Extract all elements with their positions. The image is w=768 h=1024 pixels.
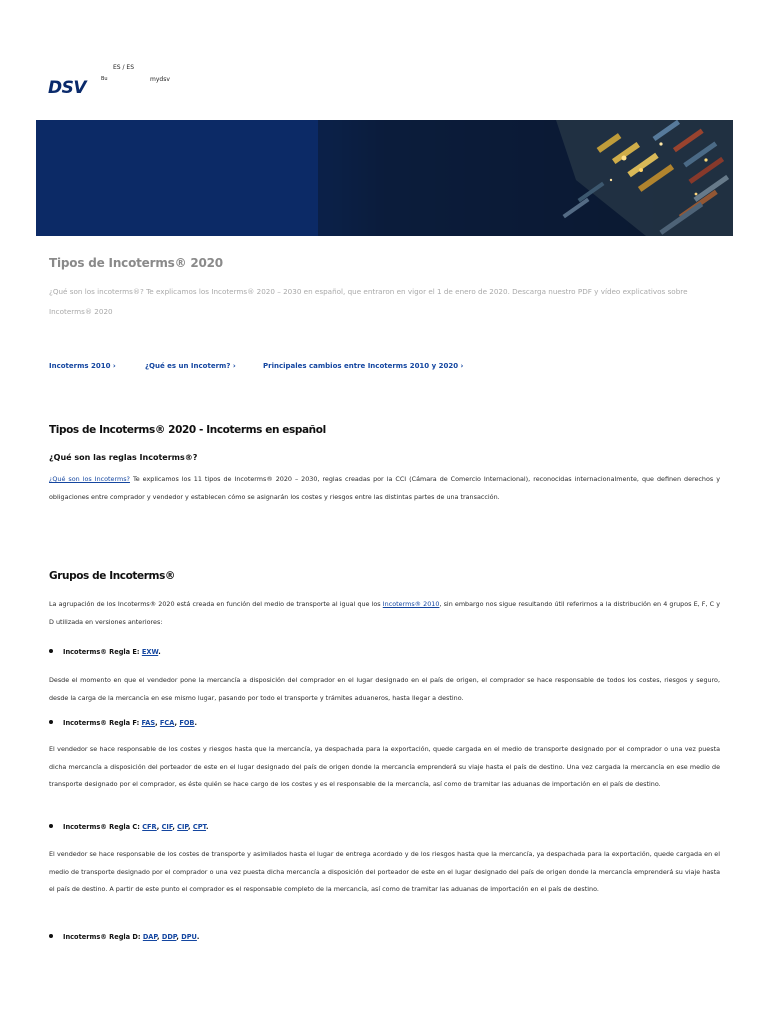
rule-e-label: Incoterms® Regla E: xyxy=(63,648,142,656)
list-item-rule-c: Incoterms® Regla C: CFR, CIF, CIP, CPT. xyxy=(49,823,209,831)
business-unit-link[interactable]: Bu xyxy=(101,76,108,82)
link-fas[interactable]: FAS xyxy=(141,719,156,727)
paragraph-que-son-text: Te explicamos los 11 tipos de Incoterms® 2020 – 2030, reglas creadas por la CCI (Cámara de Comercio Internacional), reconocidas internacionalmente, que definen derechos y obligaciones entre comprador y vendedor y establecen cómo se asignarán los costes y riesgos entre las distintas partes de una transacción. xyxy=(49,475,721,501)
nav-link-principales-cambios[interactable]: Principales cambios entre Incoterms 2010 y 2020 › xyxy=(263,362,464,370)
dsv-logo-text: DSV xyxy=(48,78,87,96)
list-item-rule-f: Incoterms® Regla F: FAS, FCA, FOB. xyxy=(49,719,197,727)
rule-c-end: . xyxy=(206,823,209,831)
rule-e-end: . xyxy=(158,648,161,656)
paragraph-que-son xyxy=(49,471,720,506)
link-fca[interactable]: FCA xyxy=(159,719,175,727)
rule-f-label: Incoterms® Regla F: xyxy=(63,719,142,727)
link-cfr[interactable]: CFR xyxy=(142,823,157,831)
nav-link-que-es-incoterm[interactable]: ¿Qué es un Incoterm? › xyxy=(145,362,236,370)
link-cpt[interactable]: CPT xyxy=(192,823,207,831)
hero-banner xyxy=(36,120,733,236)
link-ddp[interactable]: DDP xyxy=(161,933,177,941)
link-dap[interactable]: DAP xyxy=(142,933,158,941)
section-heading-tipos: Tipos de Incoterms® 2020 - Incoterms en español xyxy=(49,424,326,436)
rule-d-end: . xyxy=(196,933,200,941)
link-fob[interactable]: FOB xyxy=(179,719,195,727)
subheading-que-son: ¿Qué son las reglas Incoterms®? xyxy=(49,453,198,462)
container-port-image xyxy=(36,120,733,236)
link-dpu[interactable]: DPU xyxy=(181,933,197,941)
paragraph-rule-e: Desde el momento en que el vendedor pone la mercancía a disposición del comprador en el lugar designado en el país de origen, el comprador se hace responsable de todos los costes, riesgos y seguro, desde la carga de la mercancía en ese mismo lugar, pasando por todo el transporte y trámites aduaneros, hasta llegar a destino. xyxy=(49,676,720,702)
rule-c-label: Incoterms® Regla C: xyxy=(63,823,143,831)
language-switch[interactable]: ES / ES xyxy=(113,64,135,71)
link-cif[interactable]: CIF xyxy=(161,823,173,831)
rule-f-end: . xyxy=(194,719,197,727)
link-incoterms-2010[interactable]: Incoterms® 2010 xyxy=(382,600,440,608)
paragraph-rule-f: El vendedor se hace responsable de los costes y riesgos hasta que la mercancía, ya despachada para la exportación, quede cargada en el medio de transporte designado por el comprador o una vez puesta dicha mercancía a disposición del porteador de este en el lugar designado del país de origen donde la mercancía emprenderá su viaje hasta el país de destino. Una vez cargada la mercancía en ese medio de transporte designado por el comprador, es éste quién se hace cargo de los costes y es el responsable de la mercancía, así como de tramitar las aduanas de importación en el país de destino. xyxy=(49,745,720,788)
mydsv-link[interactable]: mydsv xyxy=(150,76,170,83)
bullet-icon xyxy=(49,649,53,653)
grupos-intro-a: La agrupación de los Incoterms® 2020 está creada en función del medio de transporte al igual que los xyxy=(49,600,383,608)
section-heading-grupos: Grupos de Incoterms® xyxy=(49,570,176,582)
list-item-rule-e xyxy=(49,648,161,656)
bullet-icon xyxy=(49,824,53,828)
link-cip[interactable]: CIP xyxy=(177,823,189,831)
paragraph-grupos-intro xyxy=(49,596,720,631)
page-intro: ¿Qué son los incoterms®? Te explicamos los Incoterms® 2020 – 2030 en español, que entraron en vigor el 1 de enero de 2020. Descarga nuestro PDF y vídeo explicativos sobre Incoterms® 2020 xyxy=(49,287,688,316)
paragraph-rule-c: El vendedor se hace responsable de los costes de transporte y asimilados hasta el lugar de entrega acordado y de los riesgos hasta que la mercancía, ya despachada para la exportación, quede cargada en el medio de transporte designado por el comprador o una vez puesta dicha mercancía a disposición del porteador de este en el lugar designado del país de origen donde la mercancía emprenderá su viaje hasta el país de destino. A partir de este punto el comprador es el responsable completo de la mercancía, así como de tramitar las aduanas de importación en el país de destino. xyxy=(49,850,720,893)
grupos-intro-b: , sin embargo nos sigue resultando útil referirnos a la distribución en 4 grupos E, F, C y D utilizada en versiones anteriores: xyxy=(49,600,720,626)
link-que-son-incoterms[interactable]: ¿Qué son los Incoterms? xyxy=(49,475,130,483)
rule-d-label: Incoterms® Regla D: xyxy=(63,933,143,941)
nav-link-incoterms-2010[interactable]: Incoterms 2010 › xyxy=(49,362,116,370)
site-header xyxy=(0,0,768,110)
link-exw[interactable]: EXW xyxy=(141,648,159,656)
list-item-rule-d: Incoterms® Regla D: DAP, DDP, DPU. xyxy=(49,933,199,941)
page-title: Tipos de Incoterms® 2020 xyxy=(49,256,223,270)
dsv-logo[interactable] xyxy=(48,78,96,96)
bullet-icon xyxy=(49,934,53,938)
bullet-icon xyxy=(49,720,53,724)
